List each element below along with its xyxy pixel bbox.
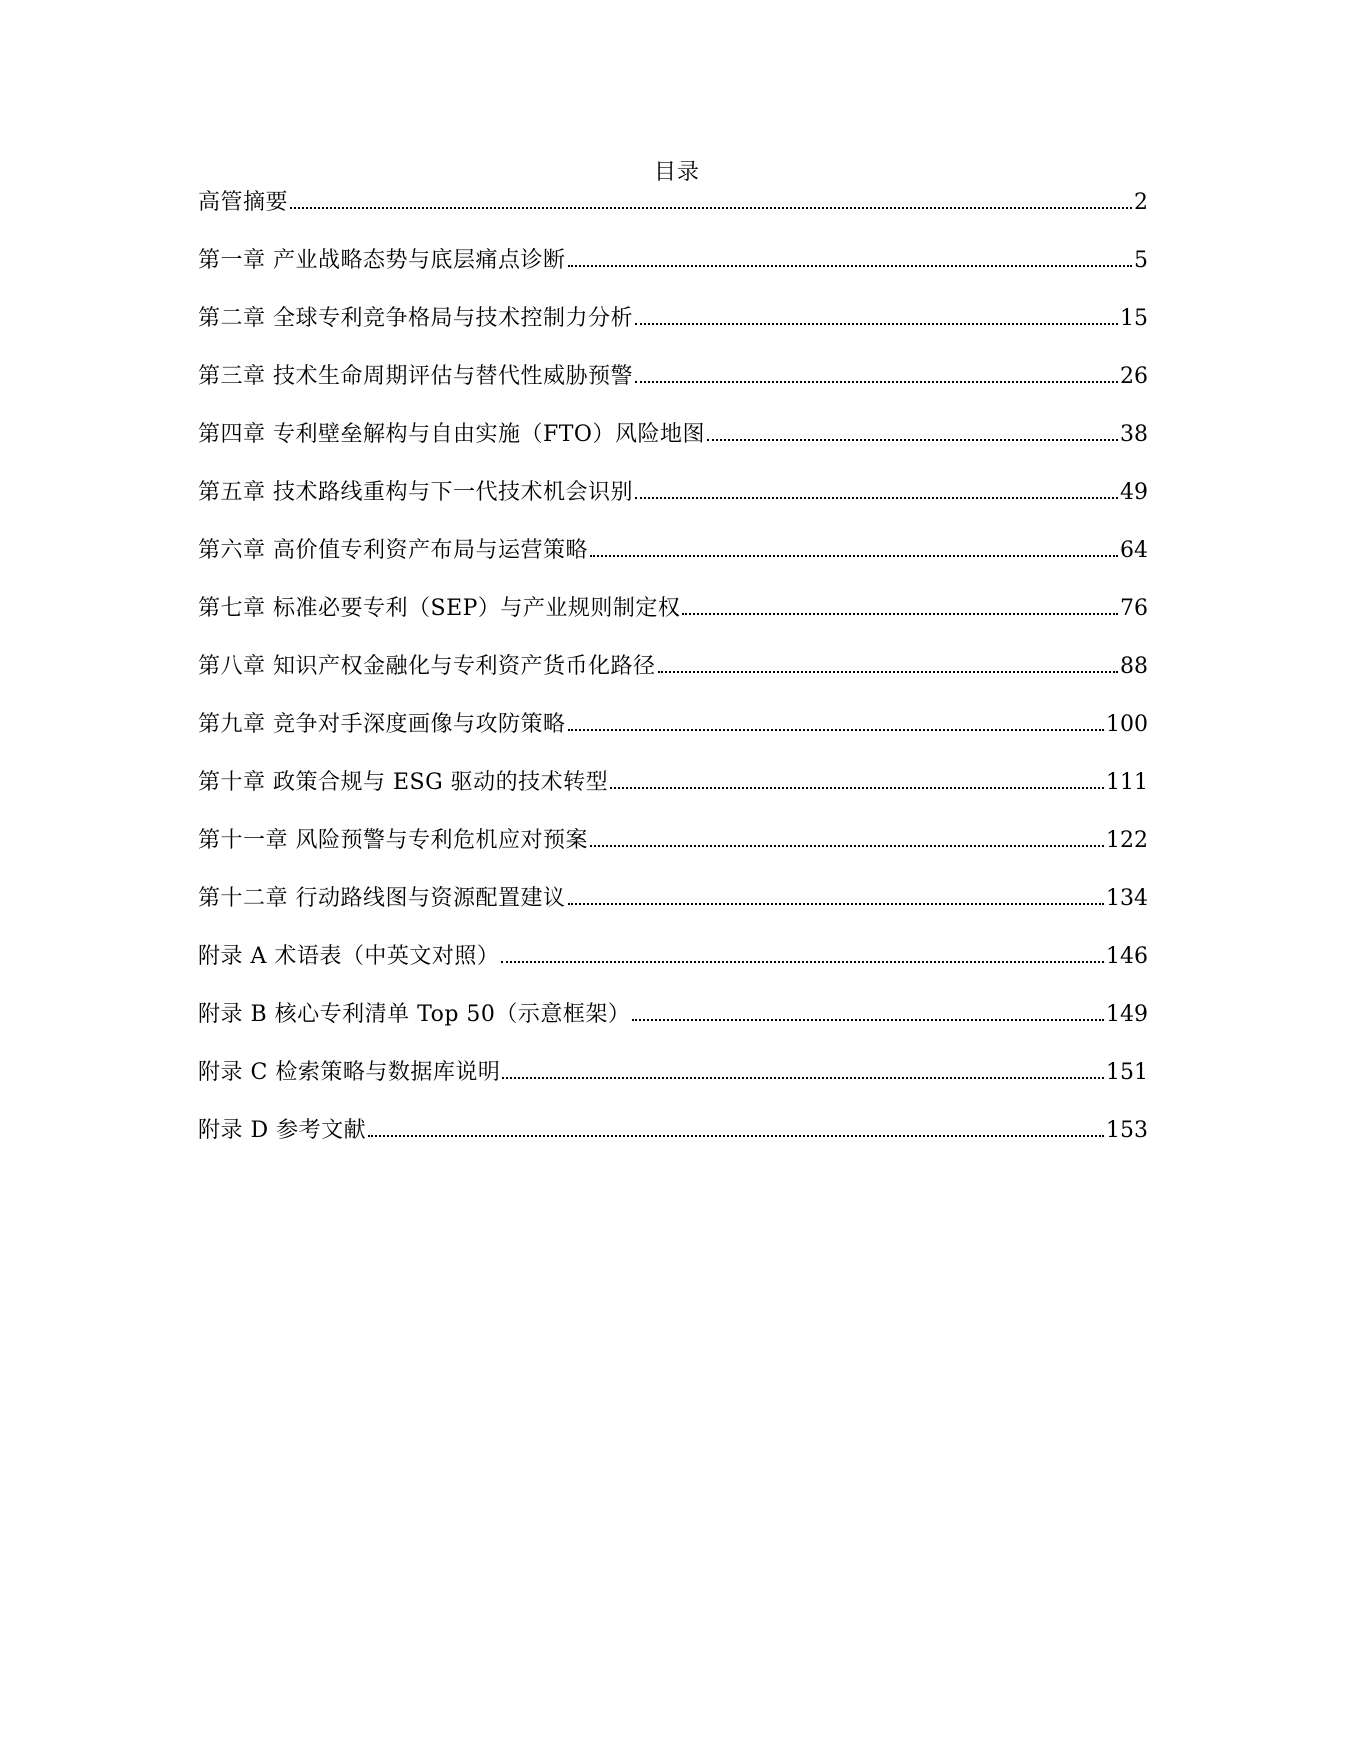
toc-entry-page-number: 151 xyxy=(1106,1060,1148,1085)
toc-entry-label: 附录 A 术语表（中英文对照） xyxy=(198,944,500,969)
toc-entry-page-number: 153 xyxy=(1106,1118,1148,1143)
toc-entry-chapter-8[interactable] xyxy=(198,652,1148,710)
toc-entry-chapter-3[interactable] xyxy=(198,362,1148,420)
toc-entry-chapter-9[interactable] xyxy=(198,710,1148,768)
toc-entry-chapter-5[interactable] xyxy=(198,478,1148,536)
dot-leader xyxy=(632,1019,1104,1021)
toc-entry-label: 第十章 政策合规与 ESG 驱动的技术转型 xyxy=(198,770,609,795)
dot-leader xyxy=(658,671,1119,673)
dot-leader xyxy=(502,1077,1104,1079)
toc-entry-page-number: 100 xyxy=(1106,712,1148,737)
dot-leader xyxy=(590,555,1118,557)
toc-entry-page-number: 64 xyxy=(1120,538,1148,563)
dot-leader xyxy=(568,903,1105,905)
toc-entry-appendix-a[interactable] xyxy=(198,942,1148,1000)
toc-entry-page-number: 134 xyxy=(1106,886,1148,911)
toc-entry-page-number: 111 xyxy=(1106,770,1148,795)
dot-leader xyxy=(568,729,1105,731)
toc-entry-page-number: 5 xyxy=(1134,248,1148,273)
toc-entry-chapter-12[interactable] xyxy=(198,884,1148,942)
toc-entry-appendix-c[interactable] xyxy=(198,1058,1148,1116)
dot-leader xyxy=(635,497,1118,499)
dot-leader xyxy=(501,961,1104,963)
dot-leader xyxy=(610,787,1104,789)
toc-entry-label: 附录 C 检索策略与数据库说明 xyxy=(198,1060,501,1085)
toc-entry-page-number: 2 xyxy=(1134,190,1148,215)
toc-entry-label: 附录 B 核心专利清单 Top 50（示意框架） xyxy=(198,1002,631,1027)
toc-entry-page-number: 88 xyxy=(1120,654,1148,679)
toc-entry-chapter-2[interactable] xyxy=(198,304,1148,362)
toc-entry-label: 附录 D 参考文献 xyxy=(198,1118,367,1143)
dot-leader xyxy=(635,323,1118,325)
dot-leader xyxy=(290,207,1132,209)
toc-entry-label: 第八章 知识产权金融化与专利资产货币化路径 xyxy=(198,654,656,679)
toc-entry-label: 第六章 高价值专利资产布局与运营策略 xyxy=(198,538,588,563)
toc-entry-label: 第七章 标准必要专利（SEP）与产业规则制定权 xyxy=(198,596,681,621)
toc-entry-label: 第四章 专利壁垒解构与自由实施（FTO）风险地图 xyxy=(198,422,705,447)
toc-entry-page-number: 26 xyxy=(1120,364,1148,389)
toc-entry-chapter-6[interactable] xyxy=(198,536,1148,594)
toc-entry-page-number: 38 xyxy=(1120,422,1148,447)
toc-entry-page-number: 149 xyxy=(1106,1002,1148,1027)
toc-entry-label: 第一章 产业战略态势与底层痛点诊断 xyxy=(198,248,566,273)
toc-entry-page-number: 15 xyxy=(1120,306,1148,331)
toc-entry-label: 第十二章 行动路线图与资源配置建议 xyxy=(198,886,566,911)
toc-entry-chapter-4[interactable] xyxy=(198,420,1148,478)
toc-entry-chapter-7[interactable] xyxy=(198,594,1148,652)
dot-leader xyxy=(568,265,1133,267)
toc-entry-label: 第九章 竞争对手深度画像与攻防策略 xyxy=(198,712,566,737)
toc-entry-label: 第十一章 风险预警与专利危机应对预案 xyxy=(198,828,588,853)
dot-leader xyxy=(635,381,1118,383)
toc-entry-label: 高管摘要 xyxy=(198,190,289,215)
toc-entry-label: 第二章 全球专利竞争格局与技术控制力分析 xyxy=(198,306,633,331)
toc-entry-chapter-11[interactable] xyxy=(198,826,1148,884)
toc-entry-page-number: 76 xyxy=(1120,596,1148,621)
toc-entry-chapter-1[interactable] xyxy=(198,246,1148,304)
toc-list xyxy=(198,188,1148,1174)
toc-title: 目录 xyxy=(653,160,700,185)
dot-leader xyxy=(707,439,1118,441)
toc-entry-page-number: 146 xyxy=(1106,944,1148,969)
toc-entry-page-number: 49 xyxy=(1120,480,1148,505)
toc-entry-page-number: 122 xyxy=(1106,828,1148,853)
dot-leader xyxy=(682,613,1118,615)
toc-entry-appendix-b[interactable] xyxy=(198,1000,1148,1058)
toc-entry-appendix-d[interactable] xyxy=(198,1116,1148,1174)
toc-entry-executive-summary[interactable] xyxy=(198,188,1148,246)
toc-entry-label: 第五章 技术路线重构与下一代技术机会识别 xyxy=(198,480,633,505)
toc-entry-label: 第三章 技术生命周期评估与替代性威胁预警 xyxy=(198,364,633,389)
dot-leader xyxy=(590,845,1104,847)
dot-leader xyxy=(368,1135,1104,1137)
toc-entry-chapter-10[interactable] xyxy=(198,768,1148,826)
